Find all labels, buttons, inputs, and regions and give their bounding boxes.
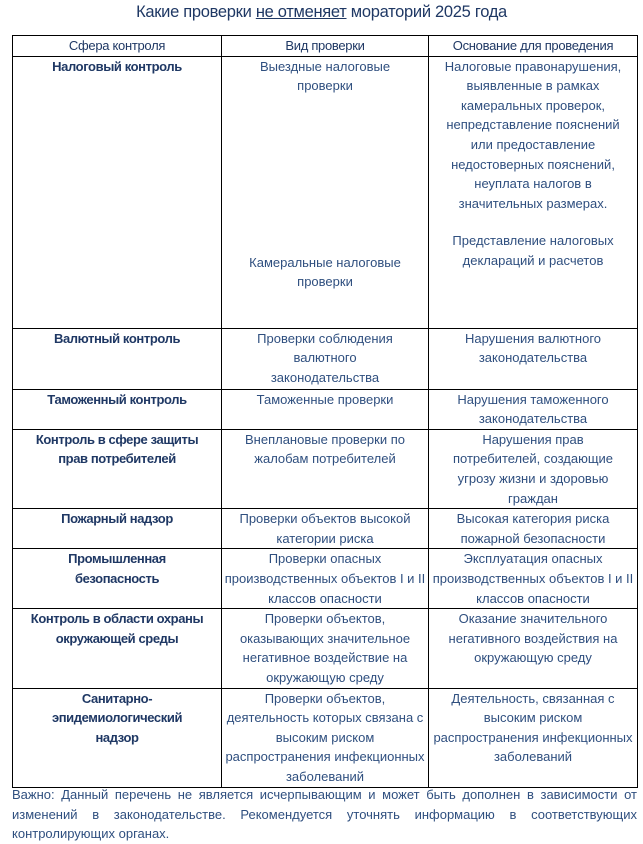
cell-basis: Оказание значительного негативного воздействия на окружающую среду	[429, 609, 638, 688]
footnote: Важно: Данный перечень не является исчерпывающим и может быть дополнен в зависимости от изменений в законодательстве. Рекомендуется уточнять информацию в соответствующих контролирующих органах.	[12, 787, 637, 842]
cell-basis: Нарушения таможенного законодательства	[429, 389, 638, 429]
cell-sphere: Пожарный надзор	[13, 509, 222, 549]
title-after: мораторий 2025 года	[346, 3, 507, 21]
inspections-table	[12, 35, 638, 788]
cell-basis: Нарушения прав потребителей, создающие угрозу жизни и здоровью граждан	[429, 429, 638, 508]
cell-sphere: Контроль в области охраны окружающей среды	[13, 609, 222, 688]
cell-sphere: Контроль в сфере защиты прав потребителей	[13, 429, 222, 508]
sphere-text: Санитарно-эпидемиологический надзор	[51, 690, 183, 745]
cell-type: Внеплановые проверки по жалобам потребителей	[222, 429, 429, 508]
table-row	[13, 609, 638, 688]
spacer	[433, 213, 633, 231]
cell-basis: Эксплуатация опасных производственных объектов I и II классов опасности	[429, 549, 638, 609]
cell-type	[222, 56, 429, 328]
header-type: Вид проверки	[222, 36, 429, 57]
cell-type: Проверки объектов, оказывающих значительное негативное воздействие на окружающую среду	[222, 609, 429, 688]
cell-type: Таможенные проверки	[222, 389, 429, 429]
table-row	[13, 429, 638, 508]
check-type: Камеральные налоговые проверки	[249, 254, 401, 290]
table-row	[13, 56, 638, 328]
cell-type: Проверки объектов, деятельность которых связана с высоким риском распространения инфекционных заболеваний	[222, 688, 429, 787]
check-basis: Представление налоговых деклараций и расчетов	[452, 233, 614, 268]
title-underlined: не отменяет	[255, 3, 347, 21]
table-row	[13, 328, 638, 389]
spacer	[226, 96, 424, 253]
header-basis: Основание для проведения	[429, 36, 638, 57]
check-type: Выездные налоговые проверки	[259, 58, 391, 94]
table-row	[13, 509, 638, 549]
cell-basis: Высокая категория риска пожарной безопасности	[429, 509, 638, 549]
cell-sphere: Промышленная безопасность	[13, 549, 222, 609]
cell-sphere: Валютный контроль	[13, 328, 222, 389]
table-row	[13, 389, 638, 429]
cell-basis	[429, 56, 638, 328]
check-basis: Налоговые правонарушения, выявленные в рамках камеральных проверок, непредставление пояснений или предоставление недостоверных пояснений, неуплата налогов в значительных размерах.	[444, 58, 622, 211]
cell-type: Проверки объектов высокой категории риска	[222, 509, 429, 549]
table-row	[13, 549, 638, 609]
table-header-row	[13, 36, 638, 57]
cell-sphere: Налоговый контроль	[13, 56, 222, 328]
cell-sphere	[13, 688, 222, 787]
cell-basis: Деятельность, связанная с высоким риском распространения инфекционных заболеваний	[429, 688, 638, 787]
title-before: Какие проверки	[136, 3, 256, 21]
cell-type: Проверки соблюдения валютного законодательства	[222, 328, 429, 389]
cell-basis: Нарушения валютного законодательства	[429, 328, 638, 389]
page-title	[0, 3, 643, 22]
cell-type: Проверки опасных производственных объектов I и II классов опасности	[222, 549, 429, 609]
header-sphere: Сфера контроля	[13, 36, 222, 57]
cell-sphere: Таможенный контроль	[13, 389, 222, 429]
table-row	[13, 688, 638, 787]
